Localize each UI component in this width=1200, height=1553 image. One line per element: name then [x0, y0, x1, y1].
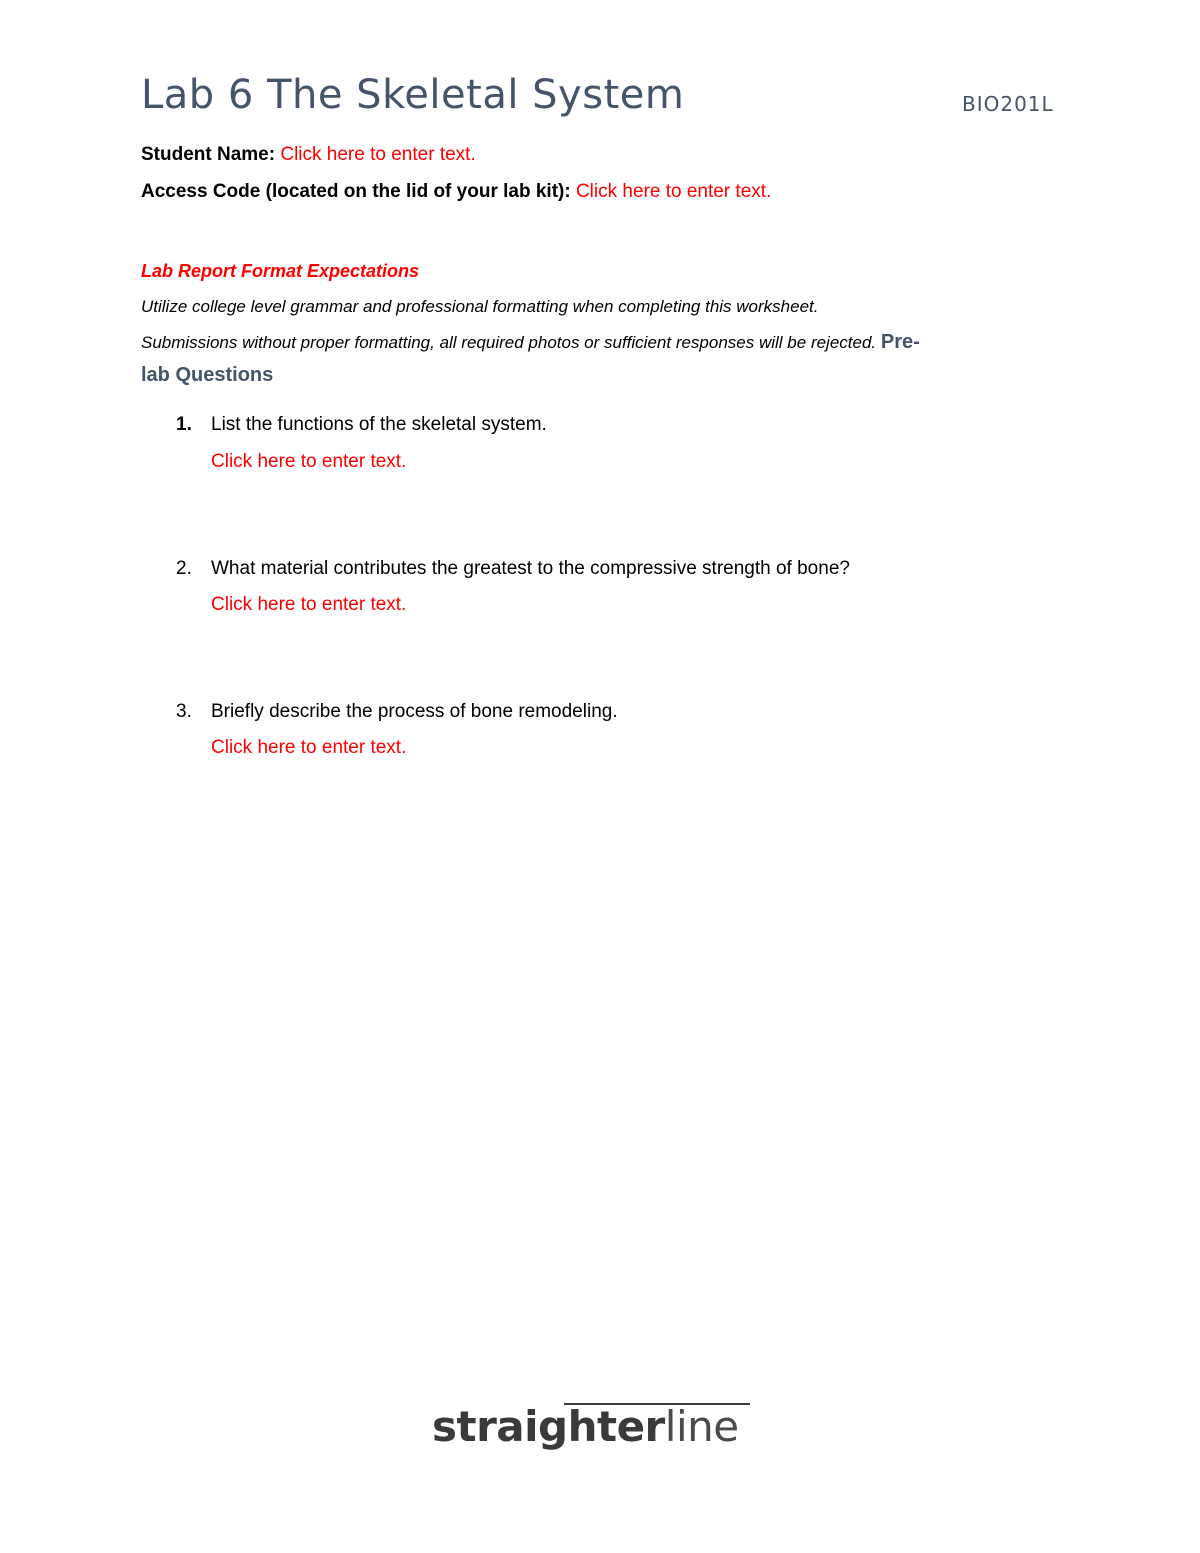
logo-wordmark	[432, 1402, 739, 1451]
page-title: Lab 6 The Skeletal System	[141, 72, 685, 118]
format-expectations-line-1: Utilize college level grammar and professional formatting when completing this worksheet.	[141, 297, 819, 316]
straighterline-logo	[432, 1398, 762, 1462]
answer-3-input[interactable]: Click here to enter text.	[211, 737, 407, 758]
course-code: BIO201L	[962, 92, 1054, 116]
format-expectations-heading: Lab Report Format Expectations	[141, 261, 420, 281]
format-expectations-line-2	[141, 331, 920, 354]
access-code-input[interactable]: Click here to enter text.	[575, 181, 772, 202]
question-number: 3.	[176, 701, 192, 722]
access-code-label: Access Code (located on the lid of your lab kit):	[141, 181, 576, 202]
student-name-label: Student Name:	[141, 144, 281, 165]
question-number: 1.	[176, 414, 192, 435]
student-name-row	[141, 144, 476, 166]
question-text: What material contributes the greatest to the compressive strength of bone?	[211, 558, 850, 579]
format-expectations-line-2-text: Submissions without proper formatting, all required photos or sufficient responses will be rejected.	[141, 333, 877, 352]
question-1	[176, 414, 547, 436]
logo-bold-part: straighter	[432, 1402, 665, 1451]
answer-1-input[interactable]: Click here to enter text.	[211, 451, 407, 472]
access-code-row	[141, 181, 771, 203]
student-name-input[interactable]: Click here to enter text.	[280, 144, 476, 165]
prelab-heading-start: Pre-	[880, 331, 920, 353]
question-text: List the functions of the skeletal system.	[211, 414, 547, 435]
logo-light-part: line	[664, 1402, 739, 1451]
question-2	[176, 558, 850, 580]
question-3	[176, 701, 618, 723]
question-text: Briefly describe the process of bone remodeling.	[211, 701, 618, 722]
prelab-heading-end: lab Questions	[141, 364, 274, 386]
question-number: 2.	[176, 558, 192, 579]
answer-2-input[interactable]: Click here to enter text.	[211, 594, 407, 615]
